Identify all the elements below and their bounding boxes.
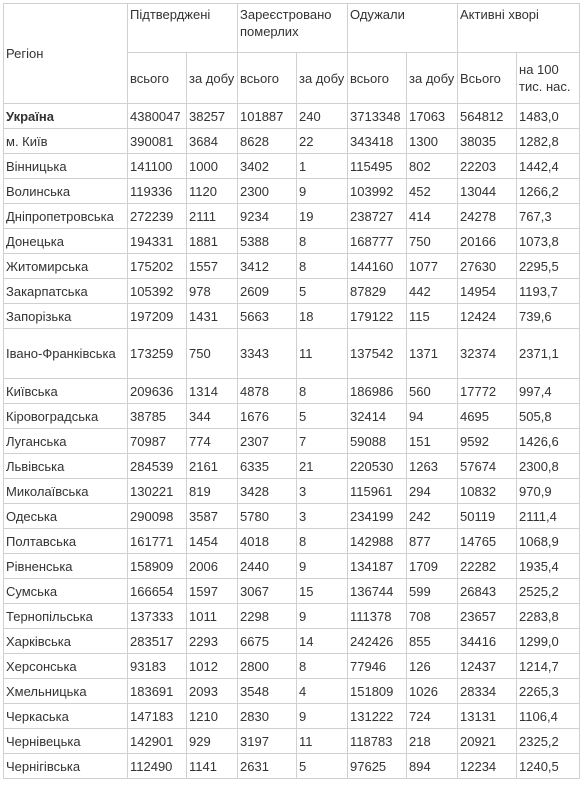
table-row [4,379,580,404]
cell-deaths-day: 8 [297,529,348,554]
cell-confirmed-total: 137333 [128,604,187,629]
cell-deaths-total: 2830 [238,704,297,729]
cell-recovered-total: 137542 [348,329,407,379]
cell-active-total: 26843 [458,579,517,604]
cell-confirmed-total: 119336 [128,179,187,204]
cell-active-per100k: 767,3 [517,204,580,229]
cell-deaths-day: 9 [297,554,348,579]
header-recovered-total: всього [348,53,407,104]
cell-recovered-day: 802 [407,154,458,179]
cell-recovered-total: 3713348 [348,104,407,129]
cell-deaths-day: 9 [297,704,348,729]
cell-recovered-day: 599 [407,579,458,604]
cell-region: Львівська [4,454,128,479]
cell-active-total: 22203 [458,154,517,179]
table-row [4,329,580,379]
cell-confirmed-total: 142901 [128,729,187,754]
cell-recovered-total: 179122 [348,304,407,329]
header-active: Активні хворі [458,4,580,53]
cell-recovered-total: 134187 [348,554,407,579]
cell-active-total: 14954 [458,279,517,304]
cell-active-per100k: 1073,8 [517,229,580,254]
table-row [4,654,580,679]
table-row [4,404,580,429]
cell-confirmed-day: 1454 [187,529,238,554]
cell-recovered-day: 894 [407,754,458,779]
cell-recovered-total: 144160 [348,254,407,279]
cell-recovered-day: 1026 [407,679,458,704]
cell-active-per100k: 1266,2 [517,179,580,204]
cell-active-total: 4695 [458,404,517,429]
cell-deaths-total: 5388 [238,229,297,254]
table-row [4,729,580,754]
cell-confirmed-day: 1141 [187,754,238,779]
cell-active-total: 17772 [458,379,517,404]
cell-region: Кіровоградська [4,404,128,429]
cell-recovered-day: 724 [407,704,458,729]
cell-region: Луганська [4,429,128,454]
cell-confirmed-total: 147183 [128,704,187,729]
cell-deaths-day: 3 [297,504,348,529]
cell-recovered-day: 855 [407,629,458,654]
cell-confirmed-total: 112490 [128,754,187,779]
cell-deaths-day: 5 [297,754,348,779]
cell-region: Закарпатська [4,279,128,304]
table-row [4,279,580,304]
table-row [4,629,580,654]
cell-recovered-total: 168777 [348,229,407,254]
cell-active-total: 12234 [458,754,517,779]
cell-confirmed-total: 272239 [128,204,187,229]
cell-region: Житомирська [4,254,128,279]
cell-deaths-total: 2307 [238,429,297,454]
header-recovered-day: за добу [407,53,458,104]
cell-active-per100k: 1442,4 [517,154,580,179]
cell-active-per100k: 2525,2 [517,579,580,604]
cell-recovered-total: 343418 [348,129,407,154]
cell-active-per100k: 1282,8 [517,129,580,154]
table-row [4,254,580,279]
cell-recovered-day: 1709 [407,554,458,579]
cell-active-per100k: 739,6 [517,304,580,329]
cell-recovered-total: 115495 [348,154,407,179]
cell-confirmed-total: 141100 [128,154,187,179]
cell-deaths-day: 14 [297,629,348,654]
cell-recovered-day: 414 [407,204,458,229]
cell-active-total: 22282 [458,554,517,579]
cell-deaths-day: 8 [297,654,348,679]
cell-region: Донецька [4,229,128,254]
cell-recovered-day: 115 [407,304,458,329]
cell-deaths-total: 2609 [238,279,297,304]
cell-confirmed-total: 284539 [128,454,187,479]
cell-confirmed-day: 1210 [187,704,238,729]
cell-active-total: 14765 [458,529,517,554]
cell-active-total: 20166 [458,229,517,254]
cell-active-per100k: 1214,7 [517,654,580,679]
cell-recovered-total: 151809 [348,679,407,704]
cell-deaths-day: 8 [297,379,348,404]
cell-confirmed-day: 750 [187,329,238,379]
table-row [4,604,580,629]
cell-confirmed-day: 344 [187,404,238,429]
cell-region: Хмельницька [4,679,128,704]
header-confirmed: Підтверджені [128,4,238,53]
cell-confirmed-day: 774 [187,429,238,454]
table-row [4,479,580,504]
cell-recovered-day: 708 [407,604,458,629]
cell-deaths-total: 2440 [238,554,297,579]
cell-deaths-total: 5780 [238,504,297,529]
cell-deaths-day: 21 [297,454,348,479]
table-row [4,454,580,479]
cell-active-per100k: 1935,4 [517,554,580,579]
cell-active-per100k: 2371,1 [517,329,580,379]
cell-active-per100k: 1483,0 [517,104,580,129]
cell-recovered-total: 77946 [348,654,407,679]
cell-recovered-total: 220530 [348,454,407,479]
cell-active-per100k: 1193,7 [517,279,580,304]
cell-deaths-total: 2631 [238,754,297,779]
cell-confirmed-total: 183691 [128,679,187,704]
cell-deaths-total: 2300 [238,179,297,204]
cell-active-total: 28334 [458,679,517,704]
cell-active-per100k: 2283,8 [517,604,580,629]
cell-confirmed-total: 194331 [128,229,187,254]
cell-confirmed-total: 197209 [128,304,187,329]
cell-region: Чернівецька [4,729,128,754]
cell-confirmed-day: 2161 [187,454,238,479]
cell-confirmed-day: 1881 [187,229,238,254]
cell-deaths-day: 8 [297,254,348,279]
table-row [4,154,580,179]
table-row [4,204,580,229]
cell-region: Волинська [4,179,128,204]
cell-active-per100k: 1299,0 [517,629,580,654]
cell-recovered-day: 1263 [407,454,458,479]
cell-active-total: 564812 [458,104,517,129]
cell-deaths-day: 9 [297,604,348,629]
cell-confirmed-day: 819 [187,479,238,504]
cell-active-total: 12424 [458,304,517,329]
cell-confirmed-total: 390081 [128,129,187,154]
cell-deaths-total: 101887 [238,104,297,129]
cell-recovered-day: 126 [407,654,458,679]
cell-recovered-total: 118783 [348,729,407,754]
cell-deaths-day: 19 [297,204,348,229]
cell-active-total: 27630 [458,254,517,279]
cell-deaths-total: 1676 [238,404,297,429]
cell-confirmed-day: 2093 [187,679,238,704]
cell-recovered-day: 560 [407,379,458,404]
cell-confirmed-day: 38257 [187,104,238,129]
cell-recovered-day: 877 [407,529,458,554]
cell-deaths-day: 9 [297,179,348,204]
cell-deaths-day: 15 [297,579,348,604]
cell-deaths-day: 3 [297,479,348,504]
cell-confirmed-day: 1120 [187,179,238,204]
cell-confirmed-day: 1431 [187,304,238,329]
table-row [4,129,580,154]
table-row [4,554,580,579]
cell-recovered-total: 87829 [348,279,407,304]
cell-region: Харківська [4,629,128,654]
cell-active-total: 23657 [458,604,517,629]
cell-recovered-day: 218 [407,729,458,754]
header-active-total: Всього [458,53,517,104]
cell-deaths-total: 4018 [238,529,297,554]
cell-active-total: 10832 [458,479,517,504]
cell-confirmed-day: 2293 [187,629,238,654]
cell-confirmed-total: 158909 [128,554,187,579]
cell-confirmed-day: 1012 [187,654,238,679]
cell-recovered-day: 1077 [407,254,458,279]
cell-recovered-day: 17063 [407,104,458,129]
cell-recovered-total: 103992 [348,179,407,204]
header-confirmed-day: за добу [187,53,238,104]
cell-deaths-day: 240 [297,104,348,129]
cell-active-per100k: 2300,8 [517,454,580,479]
cell-recovered-total: 97625 [348,754,407,779]
cell-region: Херсонська [4,654,128,679]
cell-confirmed-total: 105392 [128,279,187,304]
cell-deaths-total: 3548 [238,679,297,704]
cell-region: Миколаївська [4,479,128,504]
cell-deaths-day: 18 [297,304,348,329]
header-deaths-total: всього [238,53,297,104]
cell-deaths-day: 5 [297,279,348,304]
cell-recovered-day: 1371 [407,329,458,379]
cell-region: Рівненська [4,554,128,579]
cell-confirmed-day: 1314 [187,379,238,404]
cell-active-total: 32374 [458,329,517,379]
cell-recovered-day: 1300 [407,129,458,154]
cell-deaths-total: 2800 [238,654,297,679]
cell-confirmed-total: 290098 [128,504,187,529]
cell-active-per100k: 1240,5 [517,754,580,779]
cell-recovered-total: 32414 [348,404,407,429]
header-deaths-day: за добу [297,53,348,104]
cell-recovered-total: 186986 [348,379,407,404]
table-row [4,529,580,554]
header-row-groups [4,4,580,53]
cell-region: Запорізька [4,304,128,329]
cell-confirmed-day: 2111 [187,204,238,229]
table-row [4,179,580,204]
header-confirmed-total: всього [128,53,187,104]
cell-recovered-day: 442 [407,279,458,304]
cell-deaths-total: 3412 [238,254,297,279]
table-row [4,679,580,704]
table-row [4,429,580,454]
cell-deaths-day: 1 [297,154,348,179]
header-active-per100k: на 100 тис. нас. [517,53,580,104]
cell-confirmed-day: 3684 [187,129,238,154]
cell-deaths-total: 8628 [238,129,297,154]
cell-deaths-total: 2298 [238,604,297,629]
cell-confirmed-day: 1557 [187,254,238,279]
table-row [4,504,580,529]
cell-region: Вінницька [4,154,128,179]
cell-deaths-total: 6675 [238,629,297,654]
cell-active-total: 50119 [458,504,517,529]
cell-region: Дніпропетровська [4,204,128,229]
cell-confirmed-day: 1597 [187,579,238,604]
table-row [4,704,580,729]
cell-recovered-day: 452 [407,179,458,204]
cell-active-total: 9592 [458,429,517,454]
cell-deaths-total: 3067 [238,579,297,604]
cell-confirmed-day: 3587 [187,504,238,529]
cell-recovered-total: 136744 [348,579,407,604]
cell-active-total: 34416 [458,629,517,654]
cell-active-per100k: 2325,2 [517,729,580,754]
cell-recovered-total: 131222 [348,704,407,729]
table-row [4,104,580,129]
cell-active-per100k: 2111,4 [517,504,580,529]
cell-recovered-total: 142988 [348,529,407,554]
cell-region: Черкаська [4,704,128,729]
cell-active-per100k: 997,4 [517,379,580,404]
table-row [4,579,580,604]
cell-recovered-total: 111378 [348,604,407,629]
cell-recovered-total: 115961 [348,479,407,504]
cell-deaths-day: 8 [297,229,348,254]
cell-active-total: 24278 [458,204,517,229]
cell-confirmed-total: 93183 [128,654,187,679]
cell-region: Сумська [4,579,128,604]
cell-confirmed-day: 978 [187,279,238,304]
cell-active-total: 13044 [458,179,517,204]
cell-recovered-day: 94 [407,404,458,429]
cell-active-per100k: 970,9 [517,479,580,504]
cell-deaths-total: 3402 [238,154,297,179]
cell-deaths-day: 11 [297,329,348,379]
cell-deaths-total: 3428 [238,479,297,504]
header-region: Регіон [4,4,128,104]
cell-confirmed-day: 1000 [187,154,238,179]
header-recovered: Одужали [348,4,458,53]
cell-confirmed-total: 4380047 [128,104,187,129]
table-body [4,104,580,779]
cell-deaths-day: 22 [297,129,348,154]
cell-deaths-day: 4 [297,679,348,704]
cell-active-per100k: 505,8 [517,404,580,429]
cell-deaths-total: 4878 [238,379,297,404]
cell-deaths-total: 6335 [238,454,297,479]
table-row [4,754,580,779]
cell-recovered-day: 151 [407,429,458,454]
cell-region: Чернігівська [4,754,128,779]
cell-recovered-total: 234199 [348,504,407,529]
cell-region: Україна [4,104,128,129]
cell-confirmed-day: 1011 [187,604,238,629]
cell-confirmed-total: 130221 [128,479,187,504]
cell-confirmed-total: 173259 [128,329,187,379]
cell-region: Полтавська [4,529,128,554]
cell-deaths-total: 5663 [238,304,297,329]
table-row [4,304,580,329]
cell-deaths-day: 11 [297,729,348,754]
cell-recovered-total: 238727 [348,204,407,229]
cell-confirmed-total: 209636 [128,379,187,404]
cell-active-total: 38035 [458,129,517,154]
cell-deaths-total: 3197 [238,729,297,754]
cell-confirmed-total: 175202 [128,254,187,279]
cell-recovered-day: 242 [407,504,458,529]
cell-region: м. Київ [4,129,128,154]
cell-recovered-day: 750 [407,229,458,254]
cell-recovered-day: 294 [407,479,458,504]
cell-confirmed-total: 70987 [128,429,187,454]
cell-confirmed-total: 283517 [128,629,187,654]
cell-deaths-day: 7 [297,429,348,454]
cell-active-total: 20921 [458,729,517,754]
cell-active-total: 12437 [458,654,517,679]
cell-active-per100k: 1426,6 [517,429,580,454]
covid-stats-table [3,3,580,779]
cell-deaths-day: 5 [297,404,348,429]
cell-region: Тернопільська [4,604,128,629]
cell-deaths-total: 3343 [238,329,297,379]
cell-deaths-total: 9234 [238,204,297,229]
cell-confirmed-total: 161771 [128,529,187,554]
cell-confirmed-day: 2006 [187,554,238,579]
cell-confirmed-day: 929 [187,729,238,754]
cell-confirmed-total: 38785 [128,404,187,429]
cell-recovered-total: 59088 [348,429,407,454]
cell-active-per100k: 1106,4 [517,704,580,729]
cell-region: Одеська [4,504,128,529]
cell-active-total: 13131 [458,704,517,729]
cell-active-per100k: 2265,3 [517,679,580,704]
cell-active-per100k: 1068,9 [517,529,580,554]
cell-active-per100k: 2295,5 [517,254,580,279]
cell-active-total: 57674 [458,454,517,479]
cell-recovered-total: 242426 [348,629,407,654]
cell-region: Івано-Франківська [4,329,128,379]
header-deaths: Зареєстровано померлих [238,4,348,53]
table-row [4,229,580,254]
cell-confirmed-total: 166654 [128,579,187,604]
cell-region: Київська [4,379,128,404]
